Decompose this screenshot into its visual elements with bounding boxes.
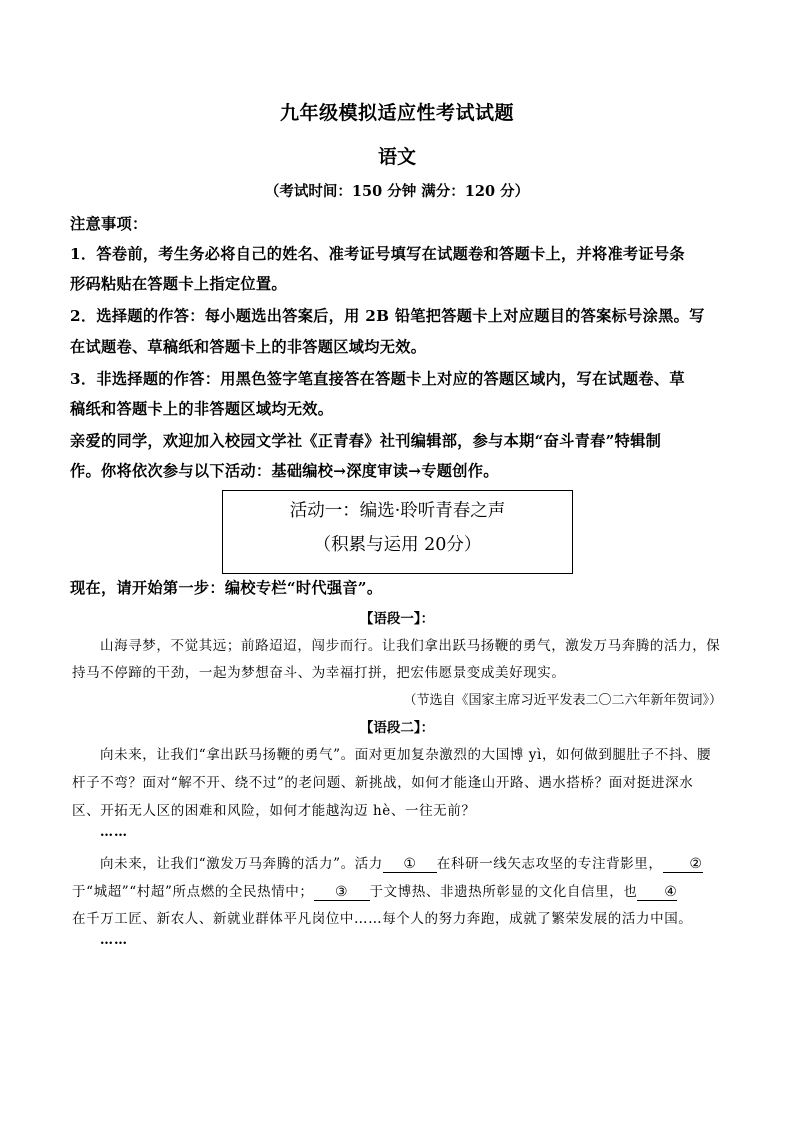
para2-line1-text-a: 向未来，让我们“激发万马奔腾的活力”。活力 (100, 856, 383, 872)
notice-line-5: 3．非选择题的作答：用黑色签字笔直接答在答题卡上对应的答题区域内，写在试题卷、草 (70, 370, 685, 388)
ellipsis: …… (100, 825, 128, 840)
segment1-source: （节选自《国家主席习近平发表二〇二六年新年贺词》） (403, 693, 722, 708)
step-instruction: 现在，请开始第一步：编校专栏“时代强音”。 (70, 579, 383, 597)
segment2-para1-line-2: 杆子不弯？面对“解不开、绕不过”的老问题、新挑战，如何才能逢山开路、遇水搭桥？面对挺进深水 (72, 775, 694, 791)
notice-line-3: 2．选择题的作答：每小题选出答案后，用 2B 铅笔把答题卡上对应题目的答案标号涂黑。写 (70, 307, 705, 325)
segment2-label: 【语段二】： (359, 720, 435, 736)
notice-line-4: 在试题卷、草稿纸和答题卡上的非答题区域均无效。 (70, 338, 427, 356)
subject-title: 语文 (377, 146, 416, 168)
exam-info: （考试时间：150 分钟 满分：120 分） (264, 183, 530, 200)
activity-title: 活动一：编选·聆听青春之声 (289, 501, 506, 521)
blank-4: ④ (637, 884, 677, 901)
intro-line-2: 作。你将依次参与以下活动：基础编校→深度审读→专题创作。 (70, 462, 499, 480)
activity-subtitle: （积累与运用 20分） (313, 535, 482, 555)
notice-line-2: 形码粘贴在答题卡上指定位置。 (70, 275, 287, 293)
segment2-para1-line-3: 区、开拓无人区的困难和风险，如何才能越沟迈 hè、一往无前？ (72, 803, 476, 819)
segment2-para1-line-1: 向未来，让我们“拿出跃马扬鞭的勇气”。面对更加复杂激烈的大国博 yì，如何做到腿肚子不抖、腰 (100, 747, 712, 763)
segment1-line-1: 山海寻梦，不觉其远；前路迢迢，闯步而行。让我们拿出跃马扬鞭的勇气，激发万马奔腾的活力，保 (100, 638, 721, 654)
notice-line-6: 稿纸和答题卡上的非答题区域均无效。 (70, 400, 334, 418)
blank-3: ③ (314, 884, 370, 901)
activity-box (222, 490, 573, 574)
para2-line2-text-b: 于文博热、非遗热所彰显的文化自信里，也 (369, 884, 638, 900)
segment2-para2-line-1 (100, 852, 703, 873)
intro-line-1: 亲爱的同学，欢迎加入校园文学社《正青春》社刊编辑部，参与本期“奋斗青春”特辑制 (70, 432, 662, 450)
segment2-para2-line-3: 在千万工匠、新农人、新就业群体平凡岗位中……每个人的努力奔跑，成就了繁荣发展的活力中国。 (72, 911, 693, 927)
para2-line1-text-b: 在科研一线矢志攻坚的专注背影里， (436, 856, 663, 872)
notice-line-1: 1．答卷前，考生务必将自己的姓名、准考证号填写在试题卷和答题卡上，并将准考证号条 (70, 245, 685, 263)
segment1-line-2: 持马不停蹄的干劲，一起为梦想奋斗、为幸福打拼，把宏伟愿景变成美好现实。 (72, 665, 566, 681)
ellipsis-2: …… (100, 933, 128, 948)
segment2-para2-line-2 (72, 880, 677, 901)
page-title: 九年级模拟适应性考试试题 (279, 102, 514, 124)
para2-line2-text-a: 于“城超”“村超”所点燃的全民热情中； (72, 884, 314, 900)
blank-1: ① (383, 856, 437, 873)
segment1-label: 【语段一】： (359, 611, 435, 627)
notice-heading: 注意事项： (70, 215, 148, 233)
blank-2: ② (663, 856, 703, 873)
